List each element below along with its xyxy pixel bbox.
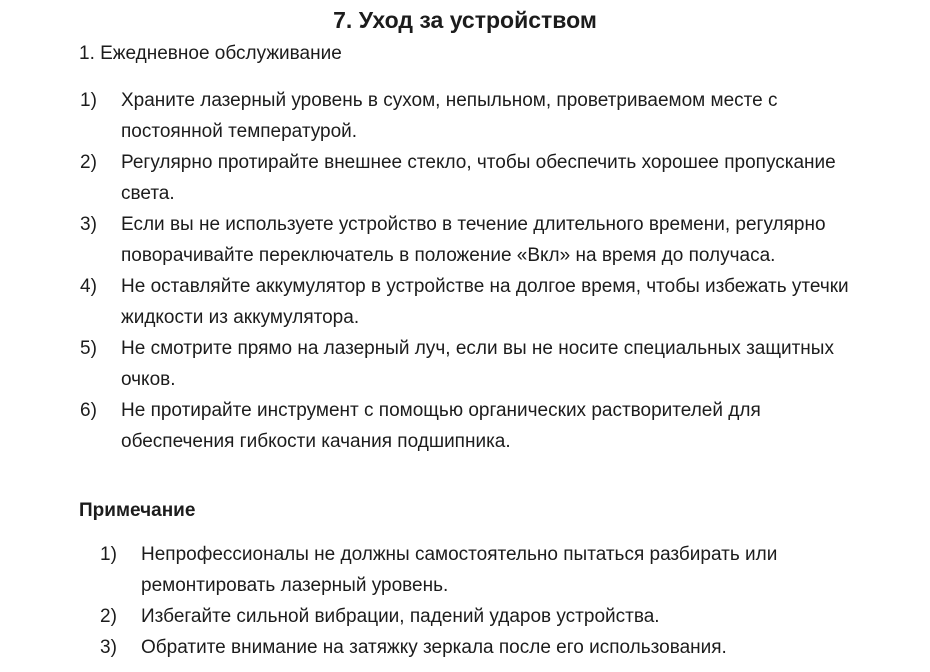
item-number: 3)	[80, 214, 97, 235]
note-list	[100, 539, 900, 663]
item-text: Непрофессионалы не должны самостоятельно пытаться разбирать или ремонтировать лазерный уровень.	[141, 544, 778, 596]
item-text: Обратите внимание на затяжку зеркала после его использования.	[141, 637, 727, 658]
list-item	[80, 271, 870, 333]
note-item	[100, 632, 900, 663]
item-number: 1)	[80, 90, 97, 111]
item-number: 3)	[100, 637, 117, 658]
item-number: 6)	[80, 400, 97, 421]
list-item	[80, 333, 870, 395]
item-text: Храните лазерный уровень в сухом, непыльном, проветриваемом месте с постоянной температурой.	[121, 90, 778, 142]
item-text: Не оставляйте аккумулятор в устройстве на долгое время, чтобы избежать утечки жидкости из аккумулятора.	[121, 276, 849, 328]
note-item	[100, 539, 900, 601]
item-number: 1)	[100, 544, 117, 565]
note-heading: Примечание	[79, 500, 196, 521]
item-text: Регулярно протирайте внешнее стекло, чтобы обеспечить хорошее пропускание света.	[121, 152, 836, 204]
item-number: 2)	[80, 152, 97, 173]
list-item	[80, 395, 870, 457]
item-number: 2)	[100, 606, 117, 627]
list-item	[80, 209, 870, 271]
item-text: Если вы не используете устройство в течение длительного времени, регулярно поворачивайте переключатель в положение «Вкл» на время до получаса.	[121, 214, 826, 266]
list-item	[80, 85, 870, 147]
list-item	[80, 147, 870, 209]
maintenance-list	[80, 85, 870, 457]
item-text: Не протирайте инструмент с помощью органических растворителей для обеспечения гибкости качания подшипника.	[121, 400, 761, 452]
page-title: 7. Уход за устройством	[333, 7, 597, 33]
section-heading: 1. Ежедневное обслуживание	[79, 43, 342, 64]
item-number: 5)	[80, 338, 97, 359]
item-text: Избегайте сильной вибрации, падений ударов устройства.	[141, 606, 660, 627]
item-text: Не смотрите прямо на лазерный луч, если вы не носите специальных защитных очков.	[121, 338, 834, 390]
note-item	[100, 601, 900, 632]
item-number: 4)	[80, 276, 97, 297]
